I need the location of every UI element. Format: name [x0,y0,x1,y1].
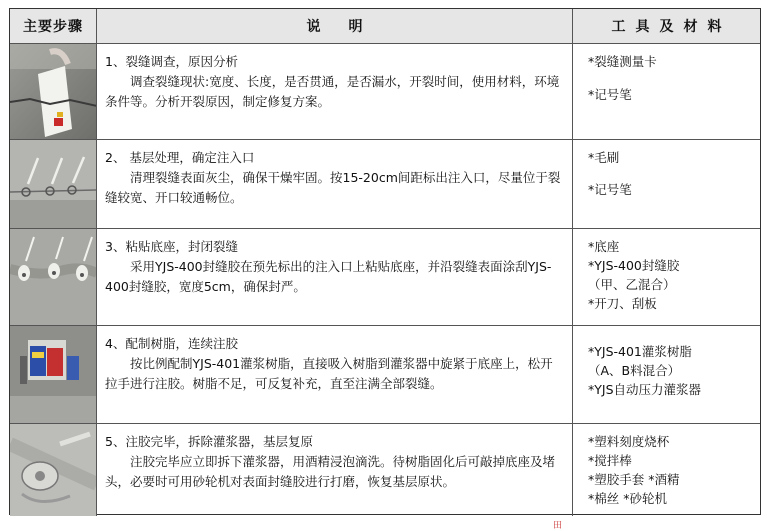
tool-item: *YJS自动压力灌浆器 [588,382,702,397]
step-description [97,44,573,139]
tool-item: *YJS-401灌浆树脂 [588,344,692,359]
tool-item: *搅拌棒 [588,453,632,468]
header-description: 说明 [97,9,573,43]
step-title: 5、注胶完毕，拆除灌浆器，基层复原 [105,434,313,449]
tool-item: （A、B料混合） [588,363,681,378]
step-photo-resin-injection [10,326,97,423]
step-tools [573,44,760,139]
step-tools [573,229,760,325]
tool-item: *毛刷 [588,150,620,165]
tool-item: *裂缝测量卡 [588,54,657,69]
table-row [10,424,760,516]
tool-item: *塑料刻度烧杯 [588,434,670,449]
step-body: 采用YJS-400封缝胶在预先标出的注入口上粘贴底座，并沿裂缝表面涂刮YJS-400封缝胶，宽度5cm，确保封严。 [105,259,552,294]
step-tools [573,424,760,516]
tool-item: *记号笔 [588,182,632,197]
tool-item: *开刀、刮板 [588,296,657,311]
step-tools [573,140,760,228]
step-description [97,326,573,423]
footer-mark: 田 [553,521,563,531]
step-body: 按比例配制YJS-401灌浆树脂，直接吸入树脂到灌浆器中旋紧于底座上，松开拉手进行注胶。树脂不足，可反复补充，直至注满全部裂缝。 [105,356,553,391]
table-row [10,326,760,424]
step-description [97,229,573,325]
step-title: 2、 基层处理，确定注入口 [105,150,255,165]
step-description [97,140,573,228]
header-tools: 工具及材料 [573,9,760,43]
step-photo-restore [10,424,97,516]
procedure-table [9,8,761,515]
table-row [10,44,760,140]
step-body: 清理裂缝表面灰尘，确保干燥牢固。按15-20cm间距标出注入口，尽量位于裂缝较宽、开口较通畅位。 [105,170,561,205]
step-tools [573,326,760,423]
step-photo-sealing [10,229,97,325]
step-description [97,424,573,516]
step-body: 注胶完毕应立即拆下灌浆器，用酒精浸泡滴洗。待树脂固化后可敲掉底座及堵头，必要时可用砂轮机对表面封缝胶进行打磨，恢复基层原状。 [105,454,556,489]
step-title: 4、配制树脂，连续注胶 [105,336,238,351]
step-title: 3、粘贴底座，封闭裂缝 [105,239,238,254]
header-steps: 主要步骤 [10,9,97,43]
table-header-row [10,9,760,44]
tool-item: （甲、乙混合） [588,277,676,292]
step-title: 1、裂缝调查，原因分析 [105,54,238,69]
table-row [10,140,760,229]
table-row [10,229,760,326]
tool-item: *塑胶手套 *酒精 [588,472,680,487]
tool-item: *记号笔 [588,87,632,102]
step-photo-crack-survey [10,44,97,139]
tool-item: *YJS-400封缝胶 [588,258,680,273]
tool-item: *底座 [588,239,620,254]
step-photo-base-treatment [10,140,97,228]
tool-item: *棉丝 *砂轮机 [588,491,667,506]
step-body: 调查裂缝现状:宽度、长度，是否贯通，是否漏水，开裂时间，使用材料，环境条件等。分析开裂原因，制定修复方案。 [105,74,560,109]
